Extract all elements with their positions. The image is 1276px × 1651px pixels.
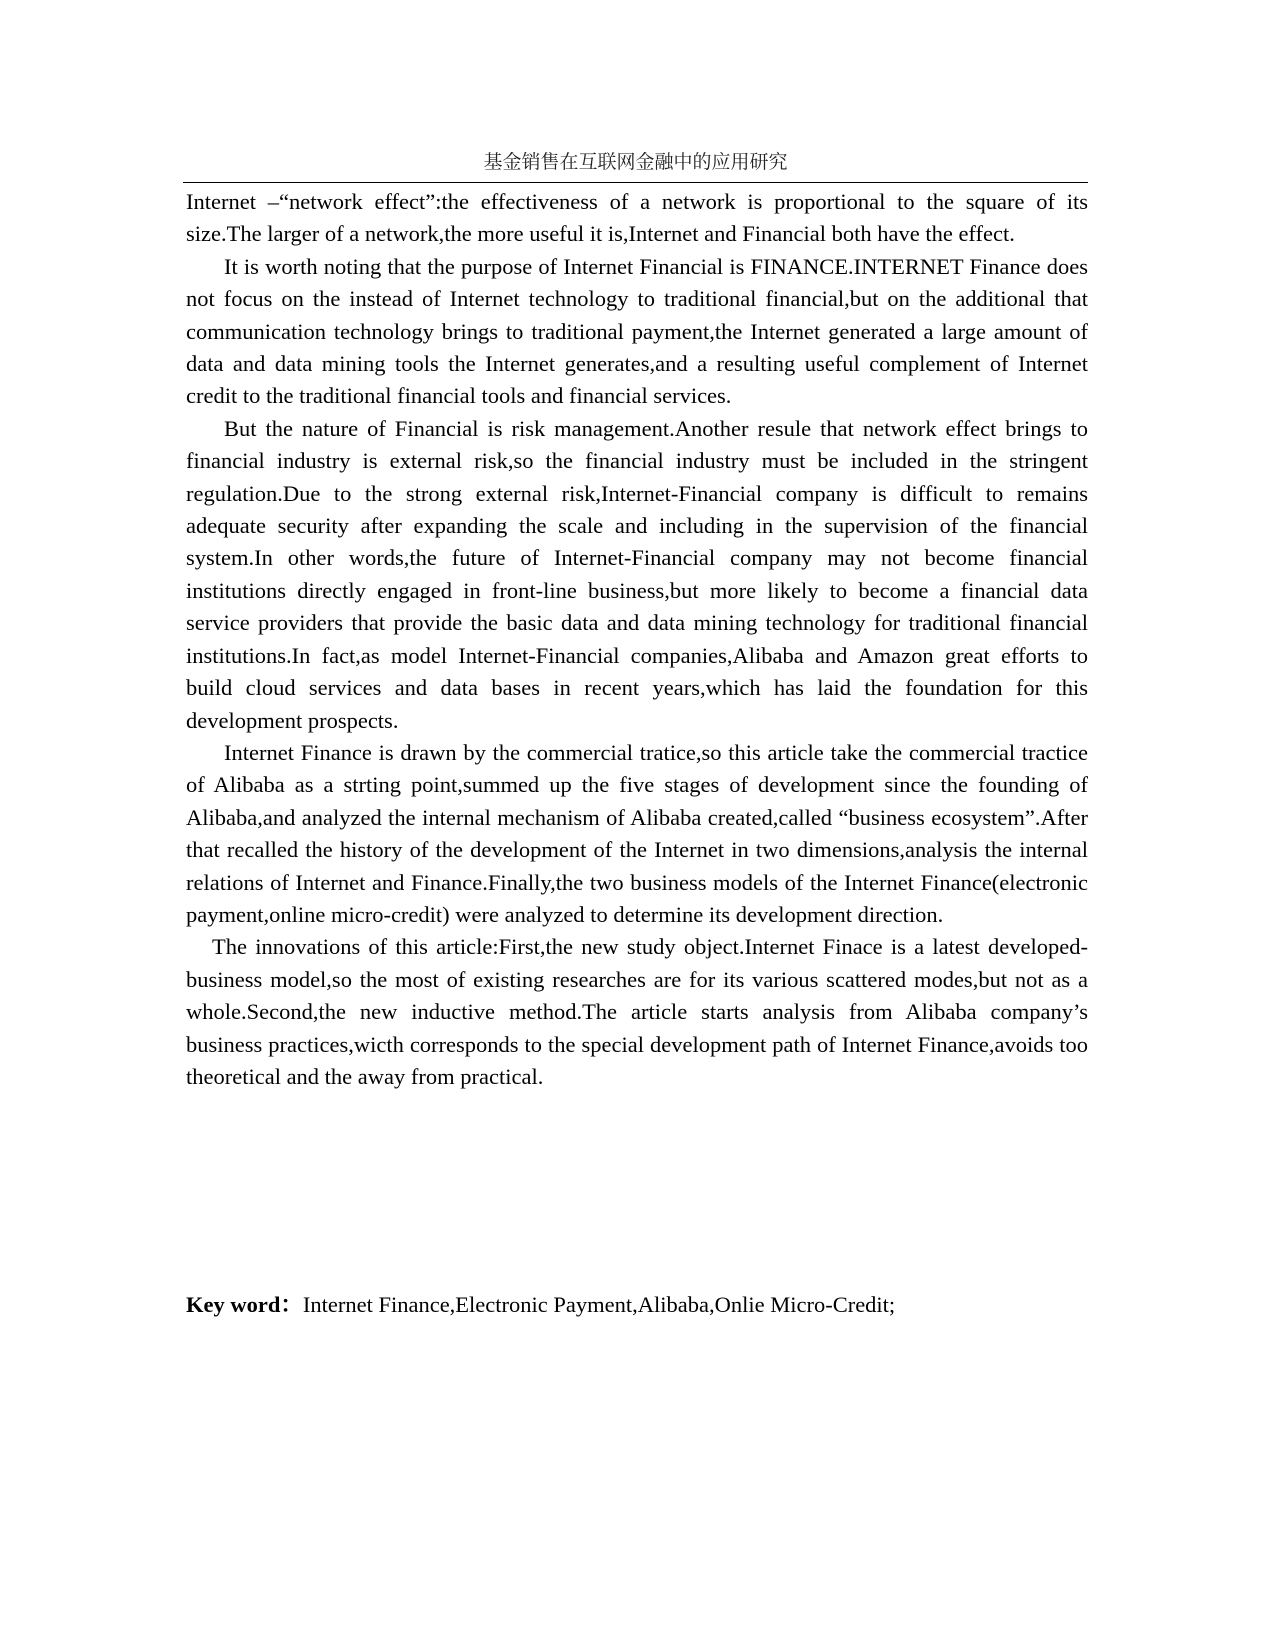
paragraph-innovations: The innovations of this article:First,the new study object.Internet Finace is a latest developed-business model,so the most of existing researches are for its various scattered modes,but not as a whole.Second,the new inductive method.The article starts analysis from Alibaba company’s business practices,wicth corresponds to the special development path of Internet Finance,avoids too theoretical and the away from practical. (186, 934, 1088, 1089)
paragraph-purpose: It is worth noting that the purpose of Internet Financial is FINANCE.INTERNET Finance does not focus on the instead of Internet technology to traditional financial,but on the additional that communication technology brings to traditional payment,the Internet generated a large amount of data and data mining tools the Internet generates,and a resulting useful complement of Internet credit to the traditional financial tools and financial services. (186, 253, 1088, 409)
paragraph-risk-management: But the nature of Financial is risk management.Another resule that network effect brings to financial industry is external risk,so the financial industry must be included in the stringent regulation.Due to the strong external risk,Internet-Financial company is difficult to remains adequate security after expanding the scale and including in the supervision of the financial system.In other words,the future of Internet-Financial company may not become financial institutions directly engaged in front-line business,but more likely to become a financial data service providers that provide the basic data and data mining technology for traditional financial institutions.In fact,as model Internet-Financial companies,Alibaba and Amazon great efforts to build cloud services and data bases in recent years,which has laid the foundation for this development prospects. (186, 415, 1088, 733)
paragraph-commercial-practice: Internet Finance is drawn by the commercial tratice,so this article take the commercial tractice of Alibaba as a strting point,summed up the five stages of development since the founding of Alibaba,and analyzed the internal mechanism of Alibaba created,called “business ecosystem”.After that recalled the history of the development of the Internet in two dimensions,analysis the internal relations of Internet and Finance.Finally,the two business models of the Internet Finance(electronic payment,online micro-credit) were analyzed to determine its development direction. (186, 739, 1088, 927)
abstract-body (186, 186, 1088, 1093)
running-header: 基金销售在互联网金融中的应用研究 (483, 151, 788, 173)
keywords-label: Key word： (186, 1292, 303, 1317)
header-rule (183, 182, 1088, 183)
paragraph-network-effect: Internet –“network effect”:the effectiveness of a network is proportional to the square of its size.The larger of a network,the more useful it is,Internet and Financial both have the effect. (186, 189, 1088, 247)
keywords-line (186, 1289, 1088, 1321)
keywords-value: Internet Finance,Electronic Payment,Alibaba,Onlie Micro-Credit; (302, 1292, 896, 1317)
